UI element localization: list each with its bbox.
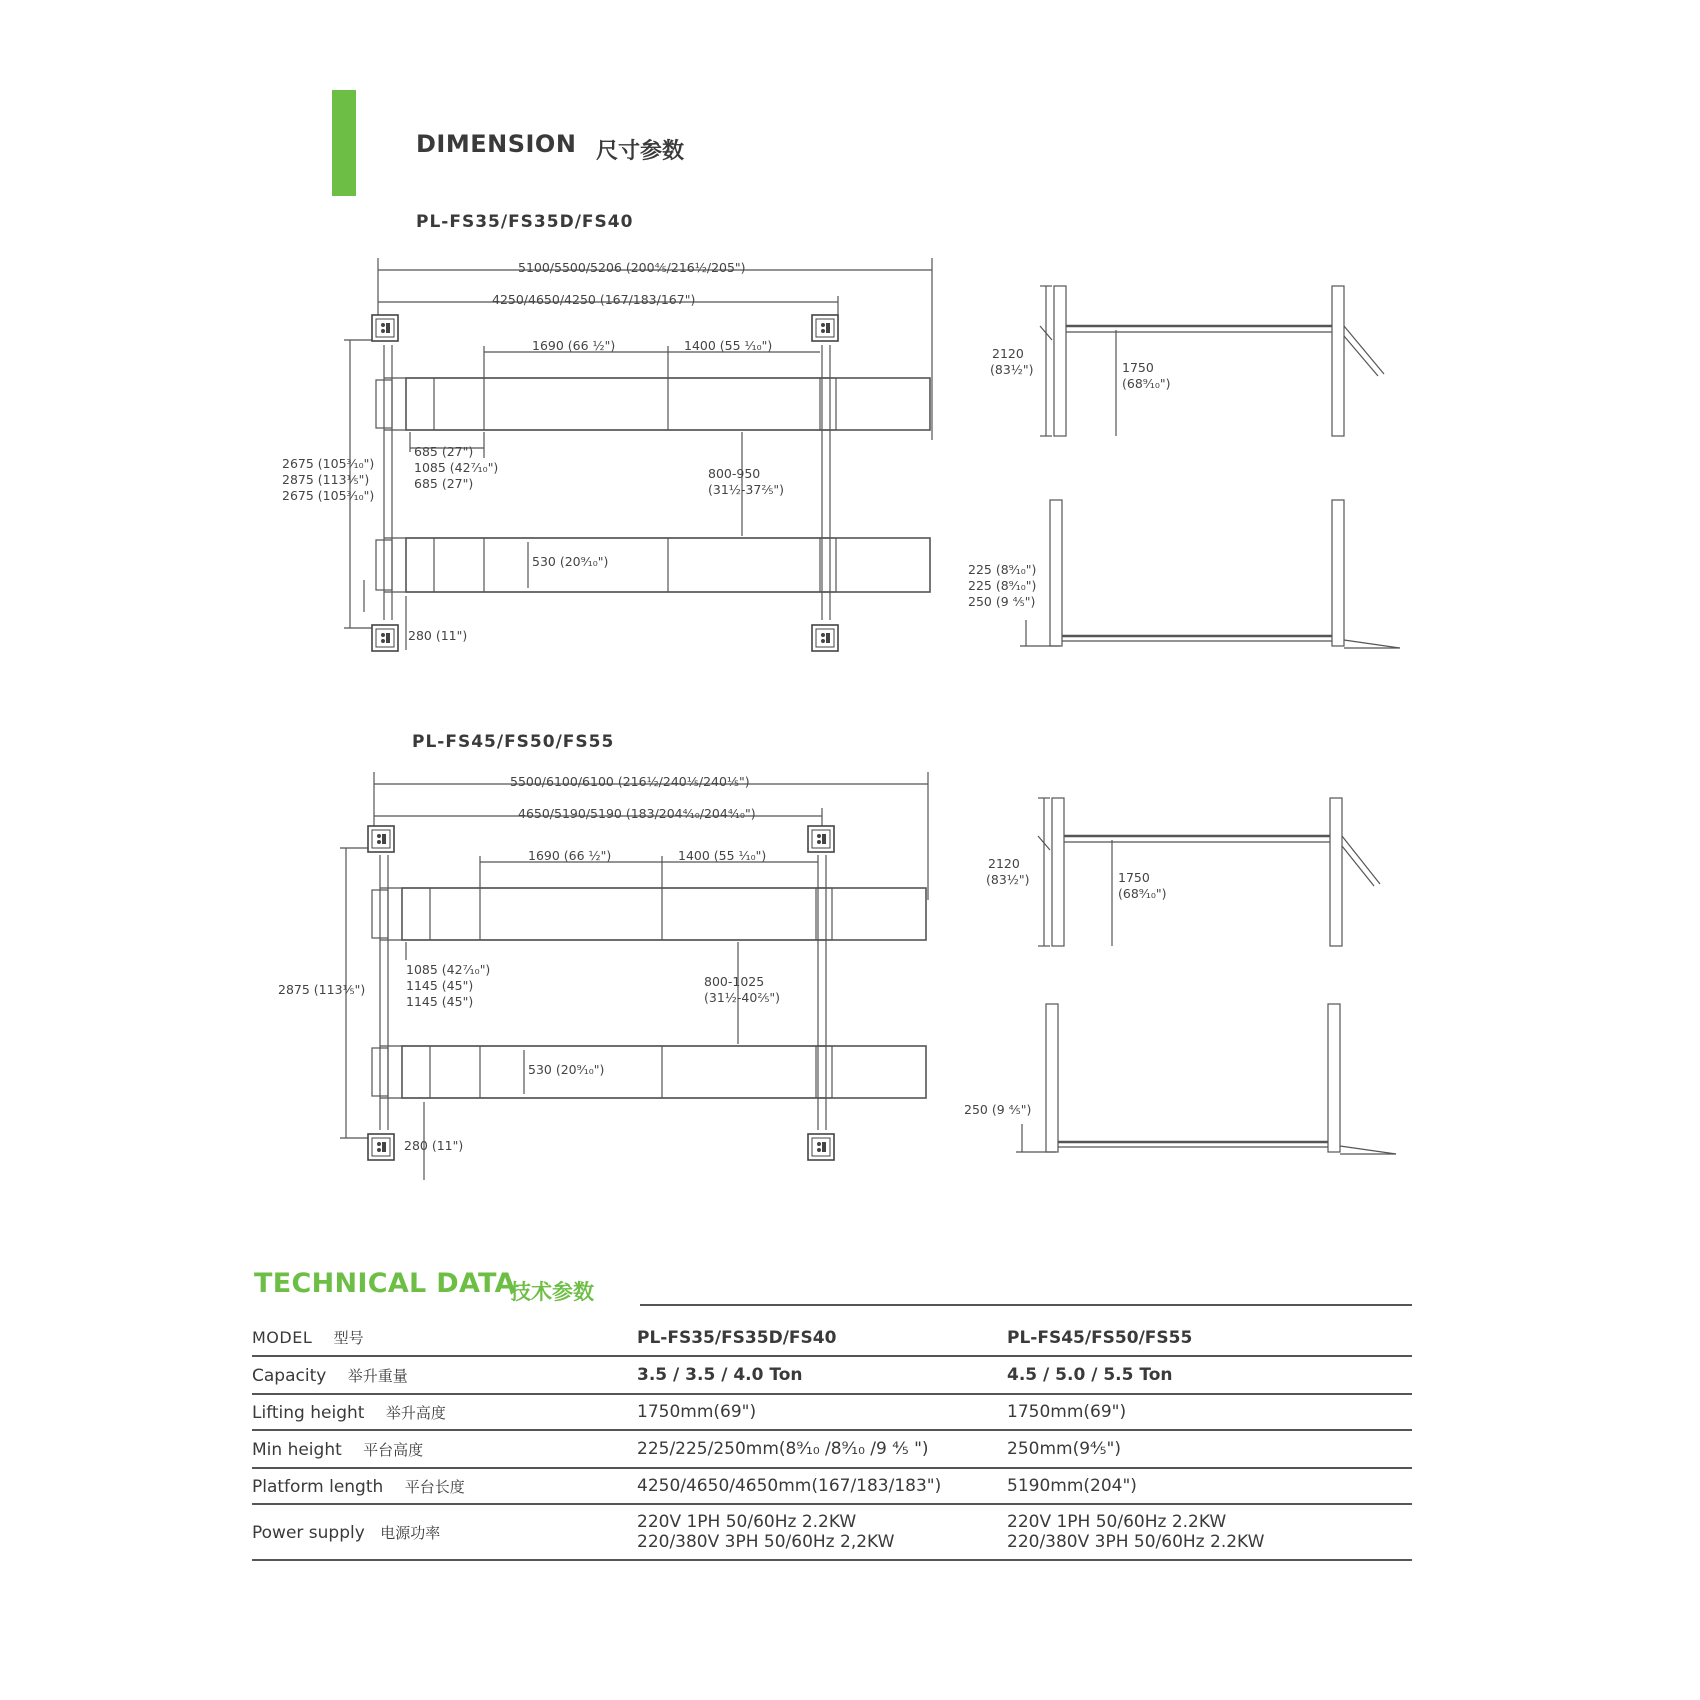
technical-data-title-cn: 技术参数 bbox=[510, 1280, 594, 1304]
table-row bbox=[252, 1468, 1412, 1504]
row-value-1: 4250/4650/4650mm(167/183/183") bbox=[637, 1476, 942, 1496]
drawing1-inner-line-1: 685 (27") bbox=[414, 444, 474, 459]
drawing1-inner-line-2: 1085 (42⁷⁄₁₀") bbox=[414, 460, 499, 475]
table-row bbox=[252, 1430, 1412, 1468]
drawing2-side-lift-2: (68⁹⁄₁₀") bbox=[1118, 886, 1167, 901]
table-row bbox=[252, 1504, 1412, 1560]
row-value-1: 3.5 / 3.5 / 4.0 Ton bbox=[637, 1365, 803, 1385]
dimension-title: DIMENSION bbox=[416, 130, 577, 158]
drawing1-width-line-1: 2675 (105³⁄₁₀") bbox=[282, 456, 375, 471]
header-model-2: PL-FS45/FS50/FS55 bbox=[1007, 1327, 1193, 1348]
drawing1-overall-length: 5100/5500/5206 (200⅘/216½/205") bbox=[518, 260, 746, 275]
drawing2-gap-line-2: (31½-40⅖") bbox=[704, 990, 781, 1005]
row-label-cn: 举升高度 bbox=[385, 1403, 446, 1422]
drawing2-platform-length: 4650/5190/5190 (183/204⁴⁄₁₀/204⁴⁄₁₀") bbox=[518, 806, 756, 821]
row-value-1a: 220V 1PH 50/60Hz 2.2KW bbox=[637, 1512, 857, 1532]
drawing2-side-lift-1: 1750 bbox=[1118, 870, 1150, 885]
drawing2-side-view-lowered bbox=[1016, 1004, 1396, 1154]
drawing2-post-bottom-left bbox=[368, 1134, 394, 1160]
drawing2-side-view-raised bbox=[1038, 798, 1380, 946]
drawing2-post-top-right bbox=[808, 826, 834, 852]
technical-data-title: TECHNICAL DATA bbox=[254, 1268, 516, 1299]
row-label-cn: 举升重量 bbox=[347, 1366, 408, 1385]
drawing1-post-bottom-left bbox=[372, 625, 398, 651]
drawing2-runway-width: 530 (20⁹⁄₁₀") bbox=[528, 1062, 605, 1077]
header-label: MODEL bbox=[252, 1328, 313, 1347]
drawing2-inner-line-2: 1145 (45") bbox=[406, 978, 474, 993]
drawing1-post-top-right bbox=[812, 315, 838, 341]
drawing1-width-line-2: 2875 (113⅕") bbox=[282, 472, 370, 487]
drawing1-gap-line-1: 800-950 bbox=[708, 466, 761, 481]
drawing1-inner-line-3: 685 (27") bbox=[414, 476, 474, 491]
drawing1-side-min-1: 225 (8⁹⁄₁₀") bbox=[968, 562, 1037, 577]
row-value-2: 1750mm(69") bbox=[1007, 1402, 1127, 1422]
row-label: Min height bbox=[252, 1439, 342, 1460]
drawing1-dim-1690: 1690 (66 ½") bbox=[532, 338, 616, 353]
technical-data-table bbox=[252, 1320, 1412, 1561]
drawing1-post-top-left bbox=[372, 315, 398, 341]
drawing1-dim-1400: 1400 (55 ¹⁄₁₀") bbox=[684, 338, 773, 353]
drawing2-side-total-1: 2120 bbox=[988, 856, 1020, 871]
drawing1-width-line-3: 2675 (105³⁄₁₀") bbox=[282, 488, 375, 503]
header-model-1: PL-FS35/FS35D/FS40 bbox=[637, 1327, 837, 1348]
drawing2-gap-line-1: 800-1025 bbox=[704, 974, 765, 989]
drawing2-overall-length: 5500/6100/6100 (216½/240⅕/240⅕") bbox=[510, 774, 750, 789]
drawing1-side-total-2: (83½") bbox=[990, 362, 1034, 377]
drawing2-post-bottom-right bbox=[808, 1134, 834, 1160]
row-value-1: 225/225/250mm(8⁹⁄₁₀ /8⁹⁄₁₀ /9 ⅘ ") bbox=[637, 1439, 929, 1459]
drawing1-runway-width: 530 (20⁹⁄₁₀") bbox=[532, 554, 609, 569]
dimension-title-cn: 尺寸参数 bbox=[596, 139, 685, 164]
drawing1-post-bottom-right bbox=[812, 625, 838, 651]
drawing2-side-min-1: 250 (9 ⅘") bbox=[964, 1102, 1032, 1117]
row-value-2: 4.5 / 5.0 / 5.5 Ton bbox=[1007, 1365, 1173, 1385]
row-label-cn: 电源功率 bbox=[380, 1523, 441, 1542]
drawing2-model-label: PL-FS45/FS50/FS55 bbox=[412, 732, 615, 752]
table-row bbox=[252, 1356, 1412, 1394]
row-label: Lifting height bbox=[252, 1402, 365, 1423]
drawing2-post-offset: 280 (11") bbox=[404, 1138, 464, 1153]
row-label-cn: 平台高度 bbox=[363, 1440, 424, 1459]
drawing2-inner-line-1: 1085 (42⁷⁄₁₀") bbox=[406, 962, 491, 977]
drawing2-dim-1690: 1690 (66 ½") bbox=[528, 848, 612, 863]
row-value-1: 1750mm(69") bbox=[637, 1402, 757, 1422]
row-value-2b: 220/380V 3PH 50/60Hz 2.2KW bbox=[1007, 1532, 1265, 1552]
drawing1-post-offset: 280 (11") bbox=[408, 628, 468, 643]
drawing2-inner-line-3: 1145 (45") bbox=[406, 994, 474, 1009]
row-value-2: 5190mm(204") bbox=[1007, 1476, 1137, 1496]
table-row bbox=[252, 1320, 1412, 1356]
drawing1-side-view-raised bbox=[1040, 286, 1384, 436]
table-row bbox=[252, 1394, 1412, 1430]
row-label: Capacity bbox=[252, 1365, 327, 1386]
drawing1-side-total-1: 2120 bbox=[992, 346, 1024, 361]
row-label: Platform length bbox=[252, 1476, 384, 1497]
drawing1-model-label: PL-FS35/FS35D/FS40 bbox=[416, 212, 634, 232]
row-value-1b: 220/380V 3PH 50/60Hz 2,2KW bbox=[637, 1532, 895, 1552]
technical-data-rule bbox=[640, 1304, 1412, 1306]
drawing2-width-line-1: 2875 (113⅕") bbox=[278, 982, 366, 997]
drawing2-post-top-left bbox=[368, 826, 394, 852]
header-label-cn: 型号 bbox=[333, 1329, 364, 1347]
drawing1-platform-length: 4250/4650/4250 (167/183/167") bbox=[492, 292, 696, 307]
drawing1-gap-line-2: (31½-37⅖") bbox=[708, 482, 785, 497]
drawing2-dim-1400: 1400 (55 ¹⁄₁₀") bbox=[678, 848, 767, 863]
row-value-2: 250mm(9⅘") bbox=[1007, 1439, 1121, 1459]
row-label-cn: 平台长度 bbox=[404, 1477, 465, 1496]
row-label: Power supply bbox=[252, 1522, 365, 1543]
drawing1-side-lift-2: (68⁹⁄₁₀") bbox=[1122, 376, 1171, 391]
drawing1-side-view-lowered bbox=[1020, 500, 1400, 648]
row-value-2a: 220V 1PH 50/60Hz 2.2KW bbox=[1007, 1512, 1227, 1532]
drawing1-side-min-2: 225 (8⁹⁄₁₀") bbox=[968, 578, 1037, 593]
drawing1-side-min-3: 250 (9 ⅘") bbox=[968, 594, 1036, 609]
drawing1-side-lift-1: 1750 bbox=[1122, 360, 1154, 375]
drawing2-side-total-2: (83½") bbox=[986, 872, 1030, 887]
